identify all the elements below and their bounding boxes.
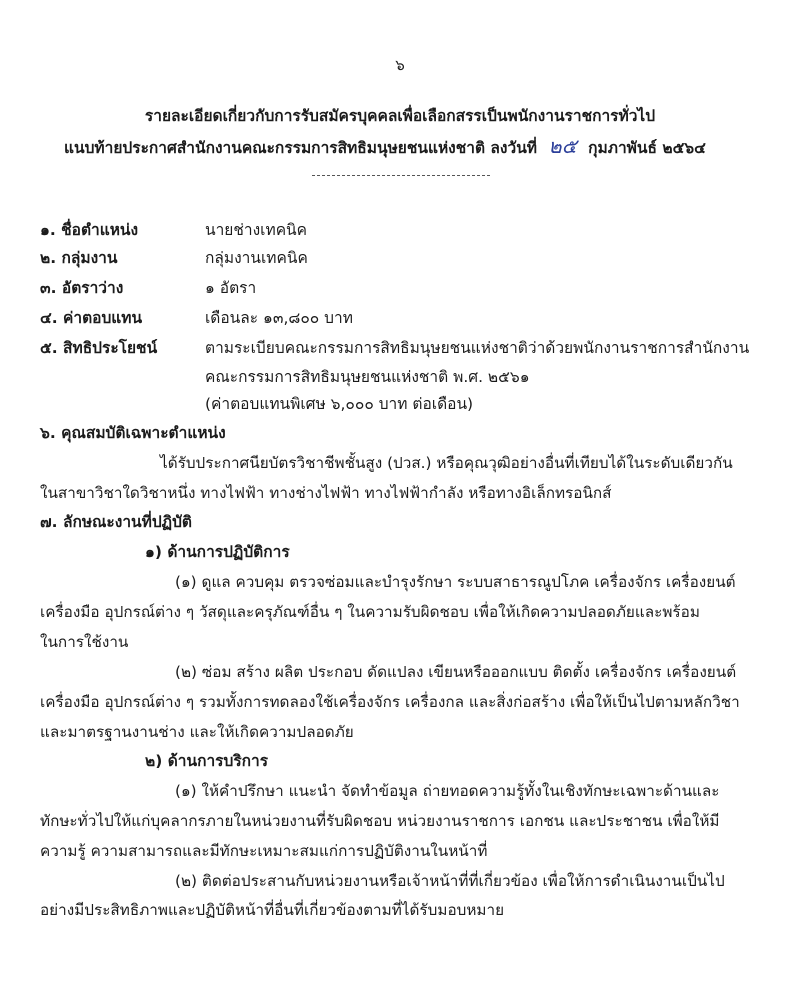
field-label-position: ๑. ชื่อตำแหน่ง bbox=[40, 221, 139, 239]
field-value-benefits-line-3: (ค่าตอบแทนพิเศษ ๖,๐๐๐ บาท ต่อเดือน) bbox=[205, 395, 474, 413]
operations-item-1-line-1: (๑) ดูแล ควบคุม ตรวจซ่อมและบำรุงรักษา ระบบสาธารณูปโภค เครื่องจักร เครื่องยนต์ bbox=[175, 573, 736, 591]
field-label-group: ๒. กลุ่มงาน bbox=[40, 249, 118, 267]
field-value-benefits-line-2: คณะกรรมการสิทธิมนุษยชนแห่งชาติ พ.ศ. ๒๕๖๑ bbox=[205, 368, 530, 386]
operations-item-1-line-3: ในการใช้งาน bbox=[40, 633, 129, 651]
handwritten-date-day: ๒๕ bbox=[548, 134, 577, 158]
section-7-sub-1-heading: ๑) ด้านการปฏิบัติการ bbox=[145, 543, 290, 561]
field-label-compensation: ๔. ค่าตอบแทน bbox=[40, 309, 143, 327]
service-item-1-line-1: (๑) ให้คำปรึกษา แนะนำ จัดทำข้อมูล ถ่ายทอดความรู้ทั้งในเชิงทักษะเฉพาะด้านและ bbox=[175, 782, 720, 800]
operations-item-2-line-1: (๒) ซ่อม สร้าง ผลิต ประกอบ ดัดแปลง เขียนหรือออกแบบ ติดตั้ง เครื่องจักร เครื่องยนต์ bbox=[175, 663, 737, 681]
field-value-benefits-line-1: ตามระเบียบคณะกรรมการสิทธิมนุษยชนแห่งชาติว่าด้วยพนักงานราชการสำนักงาน bbox=[205, 339, 750, 357]
field-value-vacancies: ๑ อัตรา bbox=[205, 279, 257, 297]
field-label-vacancies: ๓. อัตราว่าง bbox=[40, 279, 124, 297]
operations-item-2-line-2: เครื่องมือ อุปกรณ์ต่าง ๆ รวมทั้งการทดลองใช้เครื่องจักร เครื่องกล และสิ่งก่อสร้าง เพื่อให้เป็นไปตามหลักวิชา bbox=[40, 693, 740, 711]
field-label-benefits: ๕. สิทธิประโยชน์ bbox=[40, 339, 158, 357]
service-item-2-line-2: อย่างมีประสิทธิภาพและปฏิบัติหน้าที่อื่นที่เกี่ยวข้องตามที่ได้รับมอบหมาย bbox=[40, 901, 505, 919]
service-item-1-line-3: ความรู้ ความสามารถและมีทักษะเหมาะสมแก่การปฏิบัติงานในหน้าที่ bbox=[40, 842, 488, 860]
operations-item-1-line-2: เครื่องมือ อุปกรณ์ต่าง ๆ วัสดุและครุภัณฑ์อื่น ๆ ในความรับผิดชอบ เพื่อให้เกิดความปลอดภัยและพร้อม bbox=[40, 603, 700, 621]
title-line-2-prefix: แนบท้ายประกาศสำนักงานคณะกรรมการสิทธิมนุษยชนแห่งชาติ ลงวันที่ bbox=[64, 139, 538, 157]
field-value-position: นายช่างเทคนิค bbox=[205, 221, 308, 239]
page-number: ๖ bbox=[395, 56, 405, 74]
title-line-2-suffix: กุมภาพันธ์ ๒๕๖๔ bbox=[588, 139, 706, 157]
field-value-compensation: เดือนละ ๑๓,๘๐๐ บาท bbox=[205, 309, 353, 327]
title-line-2 bbox=[64, 136, 706, 158]
section-6-heading: ๖. คุณสมบัติเฉพาะตำแหน่ง bbox=[40, 424, 226, 442]
title-divider bbox=[312, 175, 490, 176]
service-item-1-line-2: ทักษะทั่วไปให้แก่บุคลากรภายในหน่วยงานที่รับผิดชอบ หน่วยงานราชการ เอกชน และประชาชน เพื่อให้มี bbox=[40, 812, 720, 830]
title-line-1: รายละเอียดเกี่ยวกับการรับสมัครบุคคลเพื่อเลือกสรรเป็นพนักงานราชการทั่วไป bbox=[144, 107, 656, 125]
service-item-2-line-1: (๒) ติดต่อประสานกับหน่วยงานหรือเจ้าหน้าที่ที่เกี่ยวข้อง เพื่อให้การดำเนินงานเป็นไป bbox=[175, 872, 725, 890]
operations-item-2-line-3: และมาตรฐานงานช่าง และให้เกิดความปลอดภัย bbox=[40, 723, 354, 741]
section-6-line-2: ในสาขาวิชาใดวิชาหนึ่ง ทางไฟฟ้า ทางช่างไฟฟ้า ทางไฟฟ้ากำลัง หรือทางอิเล็กทรอนิกส์ bbox=[40, 484, 612, 502]
section-6-line-1: ได้รับประกาศนียบัตรวิชาชีพชั้นสูง (ปวส.) หรือคุณวุฒิอย่างอื่นที่เทียบได้ในระดับเดียวกัน bbox=[160, 454, 733, 472]
section-7-sub-2-heading: ๒) ด้านการบริการ bbox=[145, 752, 269, 770]
section-7-heading: ๗. ลักษณะงานที่ปฏิบัติ bbox=[40, 513, 192, 531]
field-value-group: กลุ่มงานเทคนิค bbox=[205, 249, 308, 267]
